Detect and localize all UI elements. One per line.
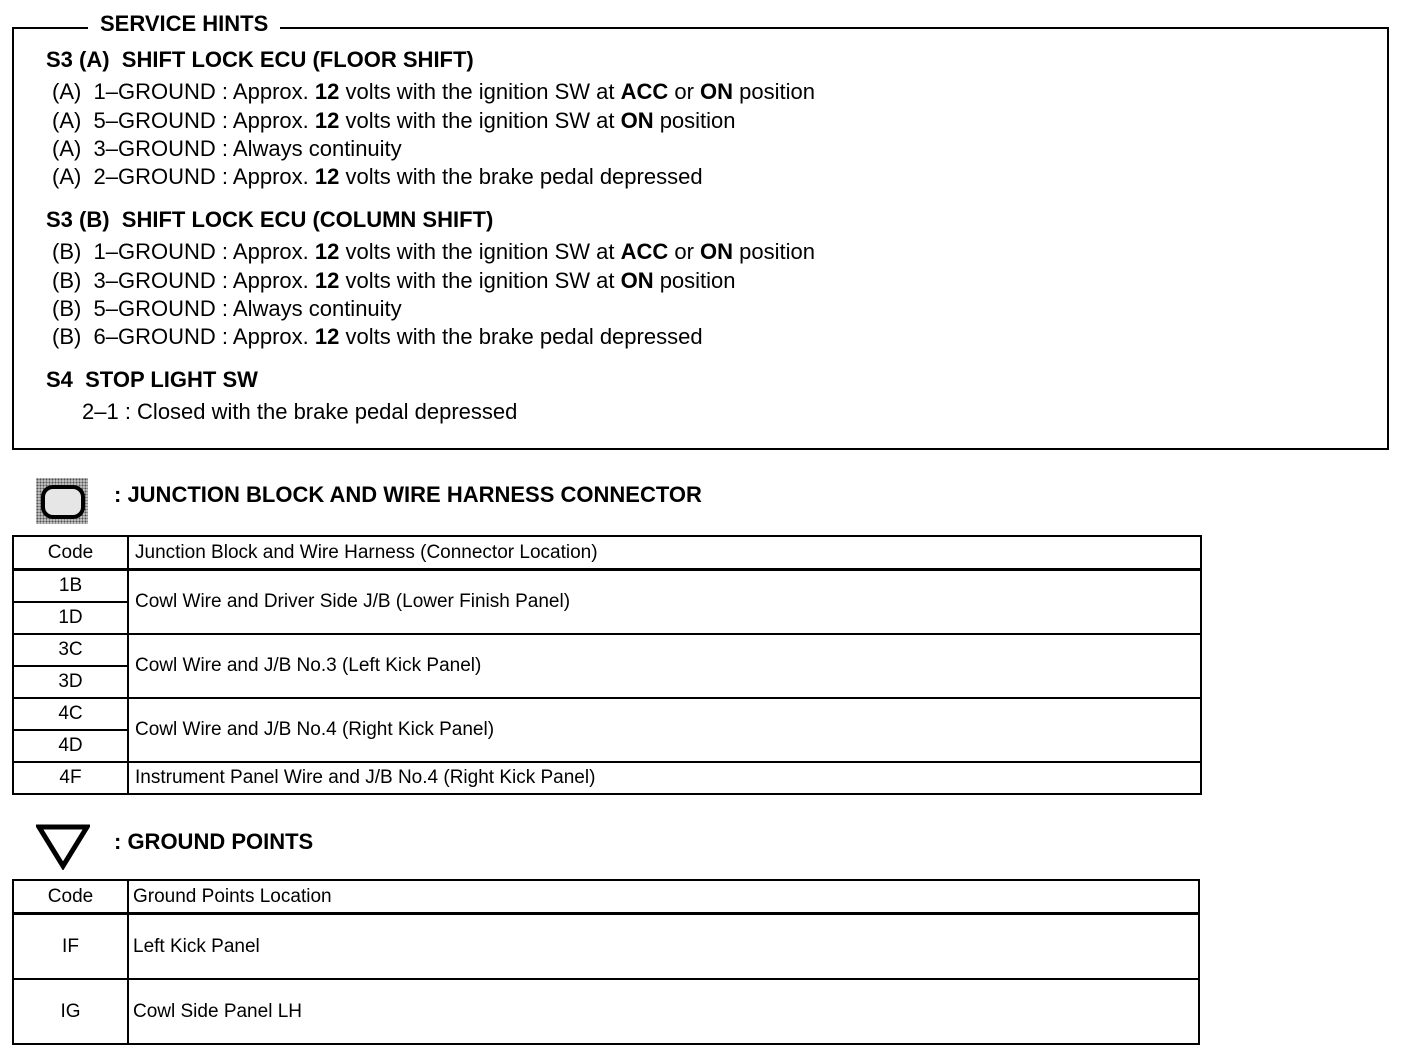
code-cell: 3C (13, 634, 128, 666)
junction-legend-label: : JUNCTION BLOCK AND WIRE HARNESS CONNECTOR (114, 482, 702, 507)
code-cell: IF (13, 914, 128, 980)
location-cell: Cowl Wire and J/B No.4 (Right Kick Panel) (128, 698, 1201, 762)
code-cell: 1D (13, 602, 128, 634)
location-header: Ground Points Location (128, 880, 1199, 914)
table-header-row (13, 536, 1201, 570)
table-row (13, 698, 1201, 730)
hint-line: (B) 5–GROUND : Always continuity (52, 296, 402, 321)
junction-block-icon (36, 478, 88, 524)
table-row (13, 762, 1201, 794)
code-header: Code (13, 536, 128, 570)
code-cell: 4F (13, 762, 128, 794)
hint-line: (B) 3–GROUND : Approx. 12 volts with the ignition SW at ON position (52, 268, 736, 293)
location-header: Junction Block and Wire Harness (Connector Location) (128, 536, 1201, 570)
hint-line: (A) 1–GROUND : Approx. 12 volts with the ignition SW at ACC or ON position (52, 79, 815, 104)
hint-line: 2–1 : Closed with the brake pedal depressed (82, 399, 518, 424)
hint-line: (A) 3–GROUND : Always continuity (52, 136, 402, 161)
code-cell: 1B (13, 570, 128, 603)
table-header-row (13, 880, 1199, 914)
table-row (13, 914, 1199, 980)
code-cell: 3D (13, 666, 128, 698)
ground-point-icon (36, 824, 90, 870)
section-title-s3b: S3 (B) SHIFT LOCK ECU (COLUMN SHIFT) (46, 207, 494, 232)
table-row (13, 570, 1201, 603)
hint-line: (A) 5–GROUND : Approx. 12 volts with the ignition SW at ON position (52, 108, 736, 133)
table-row (13, 979, 1199, 1044)
table-row (13, 634, 1201, 666)
code-header: Code (13, 880, 128, 914)
code-cell: 4C (13, 698, 128, 730)
code-cell: 4D (13, 730, 128, 762)
ground-legend-label: : GROUND POINTS (114, 829, 314, 854)
service-hints-title: SERVICE HINTS (88, 10, 280, 38)
ground-points-table (12, 879, 1200, 1045)
location-cell: Cowl Wire and J/B No.3 (Left Kick Panel) (128, 634, 1201, 698)
junction-table (12, 535, 1202, 795)
code-cell: IG (13, 979, 128, 1044)
location-cell: Left Kick Panel (128, 914, 1199, 980)
hint-line: (B) 6–GROUND : Approx. 12 volts with the brake pedal depressed (52, 324, 703, 349)
section-title-s3a: S3 (A) SHIFT LOCK ECU (FLOOR SHIFT) (46, 47, 474, 72)
hint-line: (B) 1–GROUND : Approx. 12 volts with the ignition SW at ACC or ON position (52, 239, 815, 264)
section-title-s4: S4 STOP LIGHT SW (46, 367, 258, 392)
location-cell: Cowl Side Panel LH (128, 979, 1199, 1044)
location-cell: Cowl Wire and Driver Side J/B (Lower Finish Panel) (128, 570, 1201, 635)
location-cell: Instrument Panel Wire and J/B No.4 (Right Kick Panel) (128, 762, 1201, 794)
hint-line: (A) 2–GROUND : Approx. 12 volts with the brake pedal depressed (52, 164, 703, 189)
